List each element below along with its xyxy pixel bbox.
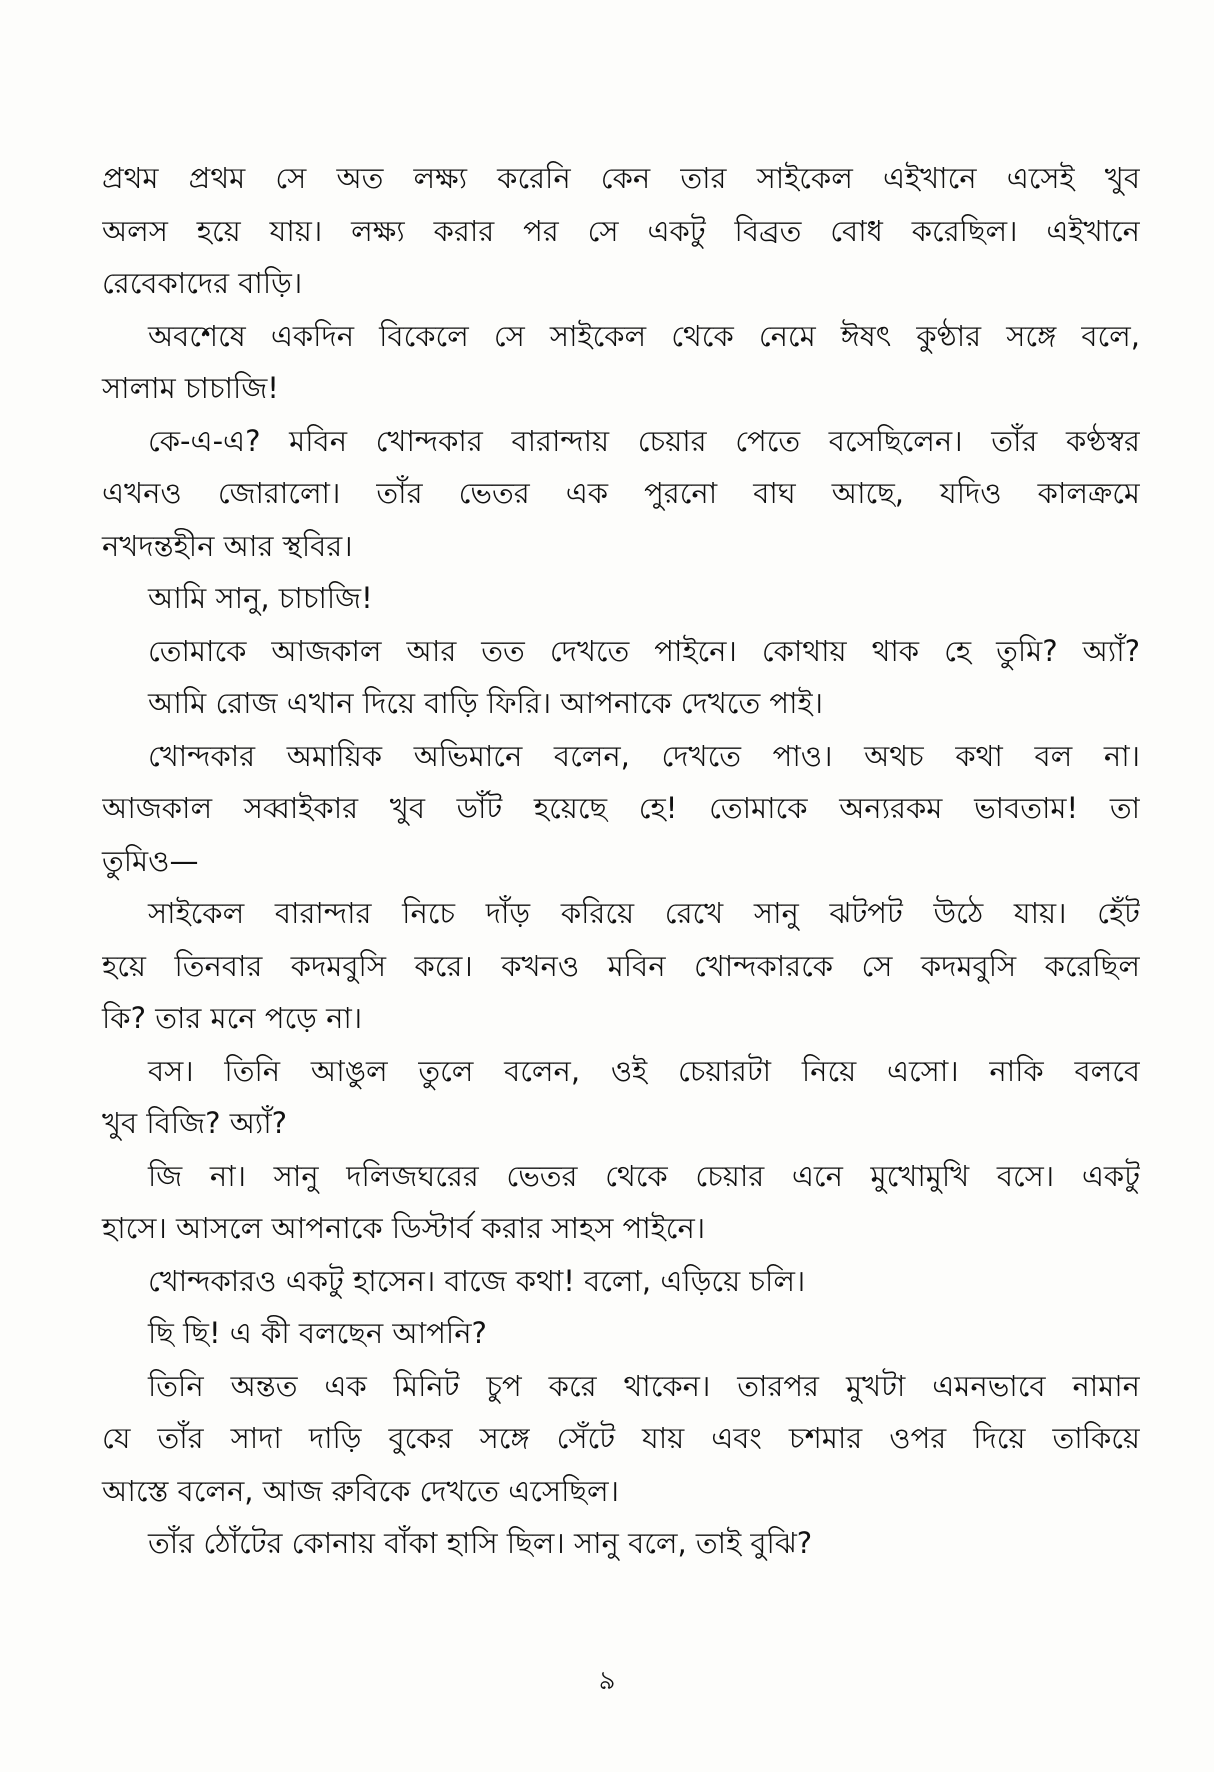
text-line: জি না। সানু দলিজঘরের ভেতর থেকে চেয়ার এনে মুখোমুখি বসে। একটু [148, 1158, 1140, 1193]
text-line: তাঁর ঠোঁটের কোনায় বাঁকা হাসি ছিল। সানু বলে, তাই বুঝি? [148, 1526, 813, 1560]
text-line: এখনও জোরালো। তাঁর ভেতর এক পুরনো বাঘ আছে, যদিও কালক্রমে [102, 476, 1140, 510]
text-line: অলস হয়ে যায়। লক্ষ্য করার পর সে একটু বিব্রত বোধ করেছিল। এইখানে [102, 213, 1140, 248]
text-line: খুব বিজি? অ্যাঁ? [102, 1106, 288, 1140]
text-line: রেবেকাদের বাড়ি। [102, 266, 303, 300]
text-line: প্রথম প্রথম সে অত লক্ষ্য করেনি কেন তার সাইকেল এইখানে এসেই খুব [102, 161, 1140, 195]
text-line: অবশেষে একদিন বিকেলে সে সাইকেল থেকে নেমে ঈষৎ কুণ্ঠার সঙ্গে বলে, [148, 318, 1140, 353]
text-line: হয়ে তিনবার কদমবুসি করে। কখনও মবিন খোন্দকারকে সে কদমবুসি করেছিল [102, 948, 1140, 983]
text-line: খোন্দকার অমায়িক অভিমানে বলেন, দেখতে পাও। অথচ কথা বল না। [148, 738, 1140, 773]
text-line: যে তাঁর সাদা দাড়ি বুকের সঙ্গে সেঁটে যায় এবং চশমার ওপর দিয়ে তাকিয়ে [102, 1421, 1140, 1455]
text-line: আজকাল সব্বাইকার খুব ডাঁট হয়েছে হে! তোমাকে অন্যরকম ভাবতাম! তা [102, 791, 1140, 825]
text-line: তোমাকে আজকাল আর তত দেখতে পাইনে। কোথায় থাক হে তুমি? অ্যাঁ? [148, 633, 1140, 668]
text-line: আস্তে বলেন, আজ রুবিকে দেখতে এসেছিল। [102, 1473, 619, 1508]
text-line: কি? তার মনে পড়ে না। [102, 1001, 363, 1035]
text-line: আমি সানু, চাচাজি! [148, 581, 373, 615]
text-line: তিনি অন্তত এক মিনিট চুপ করে থাকেন। তারপর মুখটা এমনভাবে নামান [148, 1368, 1140, 1403]
page-body [102, 152, 1140, 1570]
text-line: ছি ছি! এ কী বলছেন আপনি? [148, 1316, 487, 1350]
text-line: হাসে। আসলে আপনাকে ডিস্টার্ব করার সাহস পাইনে। [102, 1211, 706, 1245]
text-line: খোন্দকারও একটু হাসেন। বাজে কথা! বলো, এড়িয়ে চলি। [148, 1263, 806, 1298]
text-line: সাইকেল বারান্দার নিচে দাঁড় করিয়ে রেখে সানু ঝটপট উঠে যায়। হেঁট [148, 896, 1140, 930]
text-line: তুমিও— [102, 843, 199, 878]
text-line: সালাম চাচাজি! [102, 371, 279, 405]
text-line: আমি রোজ এখান দিয়ে বাড়ি ফিরি। আপনাকে দেখতে পাই। [148, 686, 823, 720]
text-line: বস। তিনি আঙুল তুলে বলেন, ওই চেয়ারটা নিয়ে এসো। নাকি বলবে [148, 1053, 1140, 1088]
text-line: কে-এ-এ? মবিন খোন্দকার বারান্দায় চেয়ার পেতে বসেছিলেন। তাঁর কণ্ঠস্বর [148, 423, 1140, 458]
text-line: নখদন্তহীন আর স্থবির। [102, 528, 353, 563]
page-number: ৯ [598, 1666, 616, 1696]
